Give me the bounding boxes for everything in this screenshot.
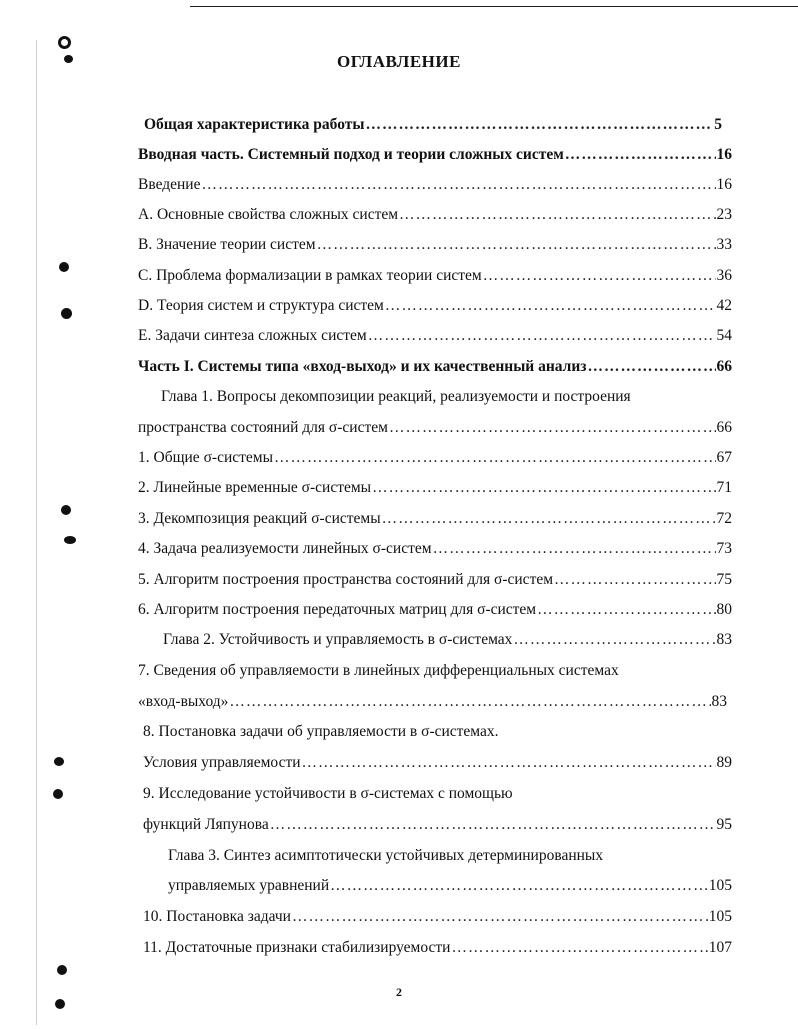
toc-entry-page: 107 <box>708 939 732 956</box>
scan-margin-line <box>36 40 37 1025</box>
toc-entry-page: 23 <box>716 206 732 223</box>
toc-entry-label: 5. Алгоритм построения пространства состояний для σ-систем <box>138 571 554 588</box>
leader-dots <box>399 206 715 224</box>
page-title: ОГЛАВЛЕНИЕ <box>337 52 461 71</box>
toc-entry <box>168 877 732 901</box>
leader-dots <box>565 146 716 164</box>
toc-entry-label: Вводная часть. Системный подход и теории сложных систем <box>138 146 564 163</box>
leader-dots <box>382 510 716 528</box>
binding-hole-mark <box>58 36 71 49</box>
toc-entry <box>143 816 732 840</box>
toc-entry <box>138 297 732 321</box>
toc-entry-label: Часть I. Системы типа «вход-выход» и их качественный анализ <box>138 358 587 375</box>
binding-hole-mark <box>53 789 63 799</box>
toc-entry <box>138 267 732 291</box>
toc-entry <box>138 510 732 534</box>
leader-dots <box>554 571 715 589</box>
toc-entry-label: 3. Декомпозиция реакций σ-системы <box>138 510 381 527</box>
toc-entry-page: 72 <box>716 510 732 527</box>
toc-entry-page: 66 <box>716 419 732 436</box>
leader-dots <box>302 754 716 772</box>
leader-dots <box>365 116 713 134</box>
toc-entry-page: 16 <box>716 146 732 163</box>
toc-entry <box>138 693 727 717</box>
toc-entry-first-line: Глава 3. Синтез асимптотически устойчивых детерминированных <box>168 847 604 864</box>
toc-entry <box>138 206 732 230</box>
toc-entry-first-line: Глава 1. Вопросы декомпозиции реакций, реализуемости и построения <box>161 388 631 405</box>
toc-entry-label: Общая характеристика работы <box>144 116 365 133</box>
toc-entry-label: В. Значение теории систем <box>138 236 316 253</box>
toc-entry-page: 83 <box>711 693 727 710</box>
toc-entry-page: 89 <box>716 754 732 771</box>
leader-dots <box>588 358 716 376</box>
toc-entry <box>143 908 732 932</box>
toc-entry-label: функций Ляпунова <box>143 816 269 833</box>
toc-entry <box>143 939 732 963</box>
toc-entry <box>138 146 732 170</box>
toc-entry-label: С. Проблема формализации в рамках теории систем <box>138 267 482 284</box>
toc-entry-label: Глава 2. Устойчивость и управляемость в σ-системах <box>163 631 513 648</box>
toc-entry-first-line: 8. Постановка задачи об управляемости в σ-системах. <box>143 723 499 740</box>
leader-dots <box>483 267 716 285</box>
toc-entry-page: 42 <box>716 297 732 314</box>
toc-entry-page: 105 <box>708 908 732 925</box>
toc-entry <box>144 116 722 140</box>
leader-dots <box>330 877 708 895</box>
leader-dots <box>317 236 716 254</box>
toc-entry-page: 5 <box>714 116 722 133</box>
leader-dots <box>229 693 710 711</box>
binding-hole-mark <box>64 536 76 544</box>
toc-entry <box>138 601 732 625</box>
toc-entry-label: Условия управляемости <box>143 754 301 771</box>
toc-entry-label: «вход-выход» <box>138 693 229 710</box>
leader-dots <box>385 297 716 315</box>
toc-entry-label: 10. Постановка задачи <box>143 908 291 925</box>
leader-dots <box>270 816 716 834</box>
toc-entry <box>138 419 732 443</box>
leader-dots <box>513 631 715 649</box>
toc-entry-page: 16 <box>716 176 732 193</box>
toc-entry-label: 6. Алгоритм построения передаточных матриц для σ-систем <box>138 601 537 618</box>
toc-entry <box>138 327 732 351</box>
toc-entry-label: Е. Задачи синтеза сложных систем <box>138 327 367 344</box>
toc-entry-label: 2. Линейные временные σ-системы <box>138 479 372 496</box>
leader-dots <box>537 601 715 619</box>
toc-entry-page: 71 <box>716 479 732 496</box>
toc-entry-page: 73 <box>716 540 732 557</box>
leader-dots <box>201 176 715 194</box>
binding-hole-mark <box>59 262 69 272</box>
toc-entry <box>138 358 732 382</box>
page-number: 2 <box>396 985 402 999</box>
binding-hole-mark <box>61 505 71 515</box>
toc-entry-label: управляемых уравнений <box>168 877 330 894</box>
toc-entry <box>143 754 732 778</box>
toc-entry-label: А. Основные свойства сложных систем <box>138 206 399 223</box>
leader-dots <box>368 327 716 345</box>
toc-entry-label: пространства состояний для σ-систем <box>138 419 388 436</box>
toc-entry-page: 67 <box>716 449 732 466</box>
leader-dots <box>274 449 715 467</box>
toc-entry <box>138 236 732 260</box>
toc-entry-label: D. Теория систем и структура систем <box>138 297 384 314</box>
binding-hole-mark <box>55 999 65 1009</box>
leader-dots <box>451 939 707 957</box>
toc-entry <box>138 479 732 503</box>
binding-hole-mark <box>57 965 67 975</box>
toc-entry-label: 11. Достаточные признаки стабилизируемости <box>143 939 451 956</box>
toc-entry <box>138 176 732 200</box>
leader-dots <box>433 540 716 558</box>
leader-dots <box>372 479 715 497</box>
toc-entry-page: 75 <box>716 571 732 588</box>
toc-entry-label: Введение <box>138 176 201 193</box>
leader-dots <box>389 419 716 437</box>
toc-entry-first-line: 7. Сведения об управляемости в линейных дифференциальных системах <box>138 662 619 679</box>
toc-entry-page: 66 <box>716 358 732 375</box>
toc-entry <box>138 449 732 473</box>
binding-hole-mark <box>61 308 72 319</box>
top-rule <box>190 6 798 7</box>
binding-hole-mark <box>54 757 64 766</box>
toc-entry-page: 83 <box>716 631 732 648</box>
toc-entry-label: 4. Задача реализуемости линейных σ-систем <box>138 540 432 557</box>
toc-entry <box>163 631 732 655</box>
toc-entry-page: 33 <box>716 236 732 253</box>
toc-entry-page: 95 <box>716 816 732 833</box>
toc-entry <box>138 571 732 595</box>
toc-entry-label: 1. Общие σ-системы <box>138 449 274 466</box>
toc-entry <box>138 540 732 564</box>
toc-entry-first-line: 9. Исследование устойчивости в σ-системах с помощью <box>143 785 513 802</box>
toc-entry-page: 80 <box>716 601 732 618</box>
leader-dots <box>292 908 708 926</box>
toc-entry-page: 36 <box>716 267 732 284</box>
toc-entry-page: 54 <box>716 327 732 344</box>
toc-entry-page: 105 <box>708 877 732 894</box>
